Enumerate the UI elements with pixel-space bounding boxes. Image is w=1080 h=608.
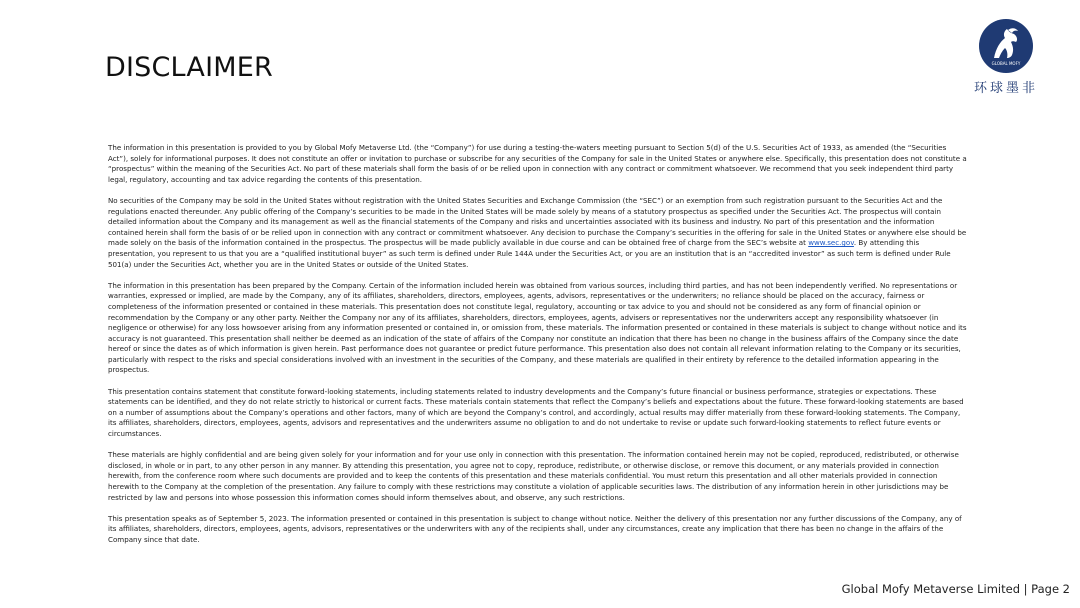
disclaimer-paragraph: This presentation contains statement that constitute forward-looking statements, including statements related to industry developments and the Company’s future financial or business performance, strategies or expectations. These statements can be identified, and they do not relate strictly to historical or current facts. These materials contain statements that reflect the Company’s beliefs and expectations about the future. These forward-looking statements are based on a number of assumptions about the Company’s operations and other factors, many of which are beyond the Company’s control, and accordingly, actual results may differ materially from these forward-looking statements. The Company, its affiliates, shareholders, directors, employees, agents, advisors and representatives and the underwriters assume no obligation to and do not undertake to revise or update such forward-looking statements to reflect future events or circumstances.: [108, 386, 964, 439]
logo-text-en: GLOBAL MOFY: [991, 61, 1021, 66]
paragraph-text: . By attending this presentation, you represent to us that you are a “qualified institutional buyer” as such term is defined under Rule 144A under the Securities Act, or you are an institution that is an “accredited investor” as such term is defined under Rule 501(a) under the Securities Act, whether you are in the United States or outside of the United States.: [108, 238, 951, 269]
sec-website-link[interactable]: www.sec.gov: [808, 238, 854, 248]
disclaimer-paragraph: These materials are highly confidential and are being given solely for your information and for your use only in connection with this presentation. The information contained herein may not be copied, reproduced, redistributed, or otherwise disclosed, in whole or in part, to any other person in any manner. By attending this presentation, you agree not to copy, reproduce, redistribute, or otherwise disclose, or remove this document, or any materials provided in connection herewith, from the conference room where such documents are provided and to keep the contents of this presentation and these materials confidential. You must return this presentation and all other materials provided in connection herewith to the Company at the completion of the presentation. Any failure to comply with these restrictions may constitute a violation of applicable securities laws. The distribution of any information herein in other jurisdictions may be restricted by law and persons into whose possession this information comes should inform themselves about, and observe, any such restrictions.: [108, 450, 959, 502]
disclaimer-body: [108, 143, 968, 556]
disclaimer-paragraph: This presentation speaks as of September 5, 2023. The information presented or contained in this presentation is subject to change without notice. Neither the delivery of this presentation nor any further discussions of the Company, any of its affiliates, shareholders, directors, employees, agents, advisors, representatives or the underwriters with any of the recipients shall, under any circumstances, create any implication that there has been no change in the affairs of the Company since that date.: [108, 513, 962, 544]
disclaimer-paragraph: The information in this presentation has been prepared by the Company. Certain of the information included herein was obtained from various sources, including third parties, and has not been independently verified. No representations or warranties, expressed or implied, are made by the Company, any of its affiliates, shareholders, directors, employees, agents, advisors, representatives or the underwriters; no reliance should be placed on the accuracy, fairness or completeness of the information presented or contained in these materials. This presentation does not constitute legal, regulatory, accounting or tax advice to you and should not be considered as any form of financial opinion or recommendation by the Company or any other party. Neither the Company nor any of its affiliates, shareholders, directors, employees, agents, advisers or representatives nor the underwriters accept any responsibility whatsoever (in negligence or otherwise) for any loss howsoever arising from any information presented or contained in, or omission from, these materials. The information presented or contained in these materials is subject to change without notice and its accuracy is not guaranteed. This presentation shall neither be deemed as an indication of the state of affairs of the Company nor constitute an indication that there has been no change in the business affairs of the Company since the date hereof or since the dates as of which information is given herein. Past performance does not guarantee or predict future performance. This presentation also does not contain all relevant information relating to the Company or its securities, particularly with respect to the risks and special considerations involved with an investment in the securities of the Company, and these materials are qualified in their entirety by reference to the detailed information appearing in the prospectus.: [108, 280, 967, 375]
paragraph-text: No securities of the Company may be sold in the United States without registration with the United States Securities and Exchange Commission (the “SEC”) or an exemption from such registration pursuant to the Securities Act and the regulations enacted thereunder. Any public offering of the Company’s securities to be made in the United States will be made solely by means of a statutory prospectus as specified under the Securities Act. The prospectus will contain detailed information about the Company and its management as well as the financial statements of the Company and risks and uncertainties associated with its business and industry. No part of this presentation and the information contained herein shall form the basis of or be relied upon in connection with any contract or commitment whatsoever. Any decision to purchase the Company’s securities in the offering for sale in the United States or anywhere else should be made solely on the basis of the information contained in the prospectus. The prospectus will be made publicly available in due course and can be obtained free of charge from the SEC’s website at: [108, 195, 967, 248]
disclaimer-paragraph: [108, 196, 968, 270]
disclaimer-paragraph: The information in this presentation is provided to you by Global Mofy Metaverse Ltd. (the “Company”) for use during a testing-the-waters meeting pursuant to Section 5(d) of the U.S. Securities Act of 1933, as amended (the “Securities Act”), solely for informational purposes. It does not constitute an offer or invitation to purchase or subscribe for any securities of the Company for sale in the United States or anywhere else. Specifically, this presentation does not constitute a “prospectus” within the meaning of the Securities Act. No part of these materials shall form the basis of or be relied upon in connection with any contract or commitment whatsoever. We recommend that you seek independent third party legal, regulatory, accounting and tax advice regarding the contents of this presentation.: [108, 143, 967, 184]
company-logo: [970, 18, 1042, 98]
logo-text-cn: 环球墨非: [973, 81, 1038, 96]
horse-logo-icon: [978, 18, 1034, 74]
page-footer: Global Mofy Metaverse Limited | Page 2: [841, 582, 1070, 596]
page-title: DISCLAIMER: [105, 52, 273, 83]
